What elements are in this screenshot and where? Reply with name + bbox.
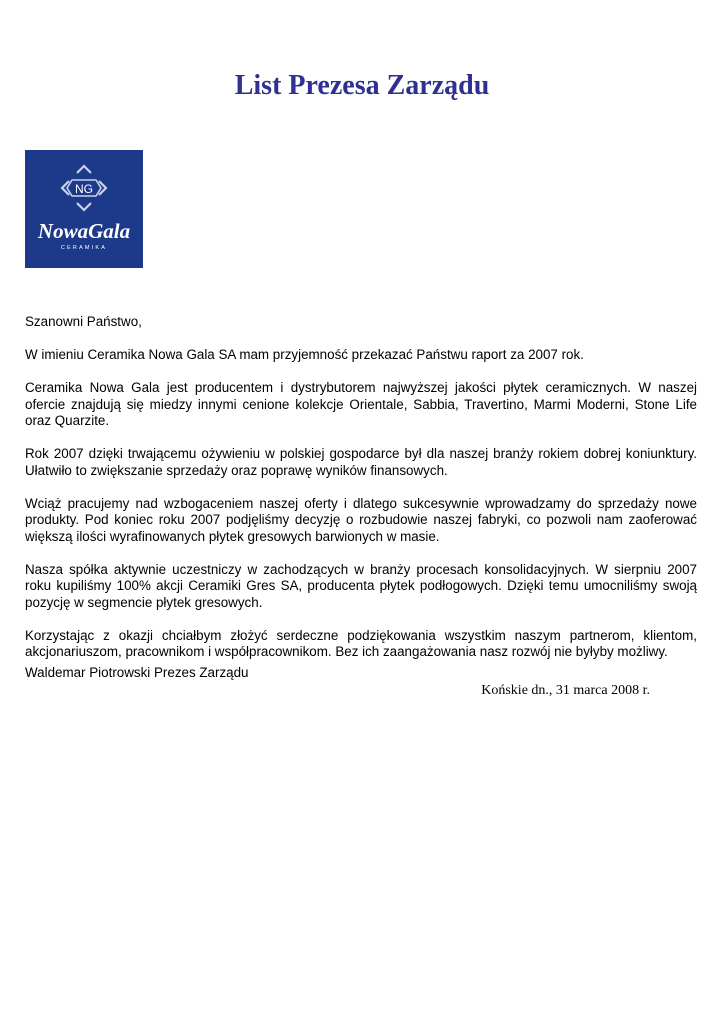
letter-paragraph: Ceramika Nowa Gala jest producentem i dystrybutorem najwyższej jakości płytek ceramicznych. W naszej ofercie znajdują się miedzy innymi cenione kolekcje Orientale, Sabbia, Travertino, Marmi Moderni, Stone Life oraz Quarzite. xyxy=(25,380,697,428)
logo-monogram: NG xyxy=(75,182,93,196)
letter-paragraph: W imieniu Ceramika Nowa Gala SA mam przyjemność przekazać Państwu raport za 2007 rok. xyxy=(25,347,584,362)
letter-paragraph: Rok 2007 dzięki trwającemu ożywieniu w polskiej gospodarce był dla naszej branży rokiem dobrej koniunktury. Ułatwiło to zwiększanie sprzedaży oraz poprawę wyników finansowych. xyxy=(25,446,697,478)
logo-subtitle: CERAMIKA xyxy=(60,245,108,251)
letter-signature: Waldemar Piotrowski Prezes Zarządu xyxy=(25,665,249,680)
letter-place-date: Końskie dn., 31 marca 2008 r. xyxy=(481,683,650,698)
letter-paragraph: Korzystając z okazji chciałbym złożyć serdeczne podziękowania wszystkim naszym partnerom, klientom, akcjonariuszom, pracownikom i współpracownikom. Bez ich zaangażowania nasz rozwój nie byłyby możliwy. xyxy=(25,627,697,659)
logo-name: NowaGala xyxy=(37,219,131,243)
company-logo xyxy=(25,150,143,268)
letter-paragraph: Wciąż pracujemy nad wzbogaceniem naszej oferty i dlatego sukcesywnie wprowadzamy do sprzedaży nowe produkty. Pod koniec roku 2007 podjęliśmy decyzję o rozbudowie naszej fabryki, co pozwoli nam zaoferować większą ilości wyrafinowanych płytek gresowych barwionych w masie. xyxy=(25,495,697,544)
nowagala-logo-icon xyxy=(25,150,143,268)
letter-body xyxy=(25,314,697,677)
letter-greeting: Szanowni Państwo, xyxy=(25,314,142,329)
page-title: List Prezesa Zarządu xyxy=(234,70,490,101)
letter-paragraph: Nasza spółka aktywnie uczestniczy w zachodzących w branży procesach konsolidacyjnych. W sierpniu 2007 roku kupiliśmy 100% akcji Ceramiki Gres SA, producenta płytek podłogowych. Dzięki temu umocniliśmy swoją pozycję w segmencie płytek gresowych. xyxy=(25,561,697,610)
